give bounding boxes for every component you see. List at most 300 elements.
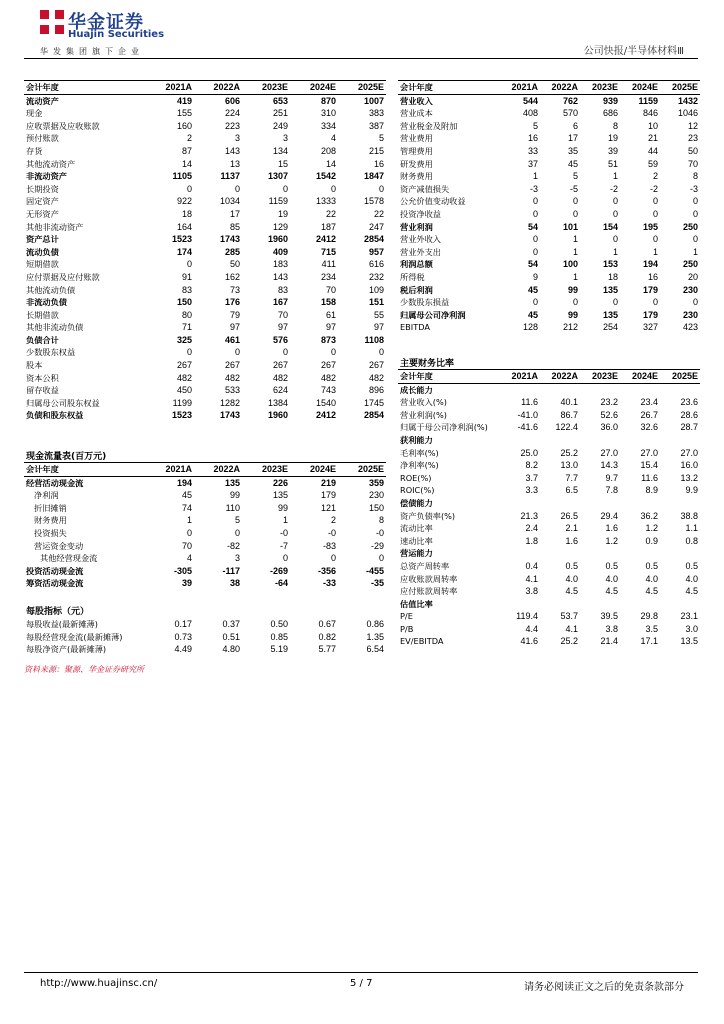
row-value: 223 (224, 120, 240, 131)
row-value: 0.86 (366, 619, 384, 629)
row-value: 13.0 (560, 460, 578, 471)
row-value: 0 (532, 208, 538, 219)
table-row (398, 447, 700, 460)
row-value: 334 (320, 120, 336, 131)
row-value: 762 (562, 95, 578, 106)
row-value: 129 (272, 221, 288, 232)
row-value: 482 (272, 372, 288, 383)
table-row (24, 309, 386, 322)
column-header-label: 会计年度 (24, 463, 146, 477)
column-header-year: 2023E (242, 81, 290, 95)
row-value: 0 (692, 234, 698, 245)
row-value (620, 547, 660, 560)
row-value: 194 (176, 477, 192, 488)
row-label: 毛利率(%) (400, 447, 439, 458)
row-label: 资产减值损失 (400, 183, 450, 194)
row-value: 97 (373, 322, 384, 333)
row-value: 1540 (315, 397, 336, 408)
table-row (398, 221, 700, 234)
row-value: 482 (368, 372, 384, 383)
row-label: 税后利润 (400, 284, 433, 295)
row-value: 16 (647, 271, 658, 282)
row-value: 359 (368, 477, 384, 488)
row-label: 营业利润(%) (400, 409, 447, 420)
header-divider (24, 58, 698, 59)
row-value: 8 (692, 171, 698, 182)
row-value: 1.1 (685, 523, 698, 534)
row-value: 40.1 (560, 397, 578, 408)
row-label: 其他流动资产 (26, 158, 76, 169)
row-value: 1108 (364, 334, 384, 345)
row-value: 59 (647, 158, 658, 169)
row-label: 无形资产 (26, 208, 59, 219)
row-value: 0 (652, 234, 658, 245)
row-value: 183 (272, 259, 288, 270)
row-value: 36.0 (600, 422, 618, 433)
row-value: 83 (181, 284, 192, 295)
row-value: 0 (378, 347, 384, 358)
row-value: 91 (181, 271, 192, 282)
row-value: 80 (181, 309, 192, 320)
row-value (540, 434, 580, 447)
row-value: 5 (532, 120, 538, 131)
row-value: 570 (562, 108, 578, 119)
row-value: 135 (224, 477, 240, 488)
row-label: 股本 (26, 360, 43, 371)
row-value: 0 (572, 297, 578, 308)
row-value: 143 (224, 145, 240, 156)
row-value: 21.3 (520, 510, 538, 521)
row-value: 423 (682, 322, 698, 333)
row-value: 179 (642, 309, 658, 320)
row-value: 0.5 (565, 560, 578, 571)
row-value: 8.9 (645, 485, 658, 496)
data-source-note: 资料来源：聚源、华金证券研究所 (24, 665, 144, 674)
table-row (24, 577, 386, 590)
row-value: 4.0 (605, 573, 618, 584)
row-value: 3.8 (525, 586, 538, 597)
row-value: 70 (325, 284, 336, 295)
table-row (398, 396, 700, 409)
row-value (620, 497, 660, 510)
row-value: 0.37 (222, 619, 240, 629)
row-label: 存货 (26, 145, 43, 156)
row-value: 23.1 (680, 611, 698, 622)
logo-chinese-name: 华金证券 (68, 12, 144, 33)
row-value: 1.8 (525, 535, 538, 546)
row-value: 44 (647, 145, 658, 156)
row-value: 1 (532, 171, 538, 182)
column-header-year: 2022A (540, 370, 580, 384)
row-value (580, 497, 620, 510)
row-value: 71 (181, 322, 192, 333)
table-row (24, 489, 386, 502)
row-label: 营运能力 (400, 548, 433, 559)
row-value: 873 (320, 334, 336, 345)
row-value: 230 (682, 284, 698, 295)
row-value: -83 (322, 540, 336, 551)
row-value (580, 383, 620, 396)
row-value: 4 (330, 133, 336, 144)
row-value: 1542 (315, 171, 336, 182)
row-value: 23.4 (640, 397, 658, 408)
row-value: 100 (562, 259, 578, 270)
table-row (24, 334, 386, 347)
row-value: 0.9 (645, 535, 658, 546)
row-value: 0 (378, 183, 384, 194)
row-value: 10 (647, 120, 658, 131)
row-value: 5.19 (270, 644, 288, 655)
row-value: 6.5 (565, 485, 578, 496)
row-value: 55 (373, 309, 384, 320)
table-row (398, 610, 700, 623)
row-value: 1743 (219, 410, 240, 421)
row-value: 0 (532, 234, 538, 245)
row-value: 0.5 (645, 560, 658, 571)
row-value: 0.51 (222, 631, 240, 642)
row-value: 121 (320, 502, 336, 513)
row-value: 0 (612, 208, 618, 219)
table-row (398, 585, 700, 598)
row-value: 267 (224, 360, 240, 371)
row-value: 234 (320, 271, 336, 282)
row-value: 0 (572, 196, 578, 207)
row-value: 11.6 (521, 397, 538, 408)
row-value: 285 (224, 246, 240, 257)
table-row (398, 560, 700, 573)
row-label: 经营活动现金流 (26, 477, 84, 488)
row-value: 97 (325, 322, 336, 333)
row-value: 1745 (363, 397, 384, 408)
row-value: 0 (652, 196, 658, 207)
row-value: -5 (569, 183, 578, 194)
row-value: 52.6 (600, 409, 618, 420)
row-value: 2412 (315, 410, 336, 421)
row-value: 686 (602, 108, 618, 119)
row-value: 411 (321, 259, 336, 270)
row-value: 15.4 (640, 460, 658, 471)
row-label: 少数股东权益 (26, 347, 76, 358)
row-value: 3 (234, 553, 240, 564)
row-value: 250 (682, 259, 698, 270)
row-value: 150 (176, 297, 192, 308)
row-value: 1847 (363, 171, 384, 182)
row-value: 1.35 (366, 631, 384, 642)
table-row (24, 170, 386, 183)
table-row (24, 284, 386, 297)
row-label: 非流动负债 (26, 297, 67, 308)
row-label: 预付账款 (26, 133, 59, 144)
table-row (24, 397, 386, 410)
row-value: 99 (567, 309, 578, 320)
row-value (580, 434, 620, 447)
row-label: P/B (400, 623, 414, 634)
row-value: 0.50 (270, 619, 288, 629)
disclaimer-note: 请务必阅读正文之后的免责条款部分 (524, 982, 684, 993)
table-row (398, 258, 700, 271)
table-row (398, 472, 700, 485)
row-value: 419 (176, 95, 192, 106)
row-value: 0.5 (605, 560, 618, 571)
row-value: 5.77 (318, 644, 336, 655)
row-value: 0 (282, 553, 288, 564)
row-value: 1960 (267, 234, 288, 245)
footer-divider (24, 972, 698, 973)
row-label: 速动比率 (400, 535, 433, 546)
report-type: 公司快报/半导体材料Ⅲ (583, 46, 684, 57)
table-row (24, 107, 386, 120)
row-value: 1.2 (605, 535, 618, 546)
row-value: 4.5 (605, 586, 618, 597)
row-label: 营业收入(%) (400, 397, 447, 408)
row-value: 5 (234, 515, 240, 526)
row-value: 41.6 (520, 636, 538, 647)
table-row (398, 208, 700, 221)
table-row (24, 527, 386, 540)
row-value: 33 (527, 145, 538, 156)
row-label: 归属母公司净利润 (400, 309, 466, 320)
row-value: 1 (186, 515, 192, 526)
row-value: 1.6 (605, 523, 618, 534)
row-value: 743 (320, 385, 336, 396)
row-value: 162 (224, 271, 240, 282)
row-value: 50 (687, 145, 698, 156)
row-value: 45 (527, 284, 538, 295)
row-value: 1 (692, 246, 698, 257)
row-value: 22 (373, 208, 384, 219)
row-value: 4.80 (222, 644, 240, 655)
website-link[interactable]: http://www.huajinsc.cn/ (40, 978, 158, 989)
row-value: 109 (368, 284, 384, 295)
cash-flow-title: 现金流量表(百万元) (26, 452, 107, 462)
row-value: 97 (277, 322, 288, 333)
row-value: 310 (320, 108, 336, 119)
row-value: 13 (229, 158, 240, 169)
row-value: 1 (572, 234, 578, 245)
row-value: 14 (325, 158, 336, 169)
row-value: 8.2 (525, 460, 538, 471)
row-value: 17 (229, 208, 240, 219)
row-value: 45 (527, 309, 538, 320)
row-value: 35 (567, 145, 578, 156)
row-value: 0 (532, 246, 538, 257)
row-value: 0.85 (270, 631, 288, 642)
row-label: 负债合计 (26, 334, 59, 345)
row-value: 1384 (267, 397, 288, 408)
column-header-year: 2025E (338, 463, 386, 477)
table-row (398, 321, 700, 334)
row-value: 715 (320, 246, 336, 257)
row-label: 负债和股东权益 (26, 410, 84, 421)
row-value (540, 383, 580, 396)
row-value (540, 547, 580, 560)
row-label: 流动资产 (26, 95, 59, 106)
row-value: 0 (282, 347, 288, 358)
column-header-year: 2021A (146, 463, 194, 477)
row-label: 资产总计 (26, 234, 59, 245)
table-row (24, 132, 386, 145)
row-value: 29.8 (640, 611, 658, 622)
row-value: 247 (368, 221, 384, 232)
row-value: 3.7 (525, 472, 538, 483)
row-value: 2854 (363, 234, 384, 245)
table-row (24, 195, 386, 208)
row-value: 0 (378, 553, 384, 564)
per-share-title: 每股指标（元） (26, 607, 90, 617)
row-value: 230 (682, 309, 698, 320)
row-value: 4 (186, 553, 192, 564)
row-value: 624 (272, 385, 288, 396)
row-value: 0 (652, 297, 658, 308)
row-value (580, 598, 620, 611)
row-value: 158 (320, 297, 336, 308)
logo-slogan: 华发集团旗下企业 (40, 47, 144, 56)
row-label: 财务费用 (400, 171, 433, 182)
row-label: 每股收益(最新摊薄) (26, 619, 98, 629)
row-value: 128 (522, 322, 538, 333)
row-label: 营业利润 (400, 221, 433, 232)
column-header-year: 2025E (660, 81, 700, 95)
row-value (620, 434, 660, 447)
table-row (24, 208, 386, 221)
row-value: 26.7 (640, 409, 658, 420)
row-value: 3 (282, 133, 288, 144)
row-label: 管理费用 (400, 145, 433, 156)
row-value: 482 (224, 372, 240, 383)
row-value: 110 (225, 502, 240, 513)
row-value: 2412 (315, 234, 336, 245)
row-label: 归属于母公司净利润(%) (400, 422, 488, 433)
row-value: 16.0 (680, 460, 698, 471)
row-value (540, 598, 580, 611)
cash-flow-table (24, 462, 386, 590)
row-value: 3.5 (645, 623, 658, 634)
table-row (398, 145, 700, 158)
row-value: 616 (368, 259, 384, 270)
row-value (620, 383, 660, 396)
row-value: -117 (222, 565, 240, 576)
table-row (24, 552, 386, 565)
row-value: 150 (368, 502, 384, 513)
row-value: 870 (320, 95, 336, 106)
row-value: 1 (612, 171, 618, 182)
table-row (24, 372, 386, 385)
row-value: -3 (529, 183, 538, 194)
row-value: 12 (687, 120, 698, 131)
row-value: 267 (176, 360, 192, 371)
row-value: 27.0 (600, 447, 618, 458)
row-value: 87 (181, 145, 192, 156)
row-value (620, 598, 660, 611)
row-value: 576 (272, 334, 288, 345)
row-value: -2 (649, 183, 658, 194)
row-value: 6.54 (366, 644, 384, 655)
row-value (660, 598, 700, 611)
row-value: 16 (527, 133, 538, 144)
row-value: 0 (612, 234, 618, 245)
row-value: 151 (368, 297, 384, 308)
row-value: 9.9 (685, 485, 698, 496)
row-value: 3.0 (685, 623, 698, 634)
row-value: 267 (320, 360, 336, 371)
row-value: 54 (527, 221, 538, 232)
row-label: 营运资金变动 (34, 540, 84, 551)
row-value: -64 (274, 578, 288, 589)
row-value: 86.7 (560, 409, 578, 420)
row-value: 3.8 (605, 623, 618, 634)
row-value: 846 (642, 108, 658, 119)
per-share-table (24, 618, 386, 656)
row-label: 估值比率 (400, 598, 433, 609)
row-label: 成长能力 (400, 384, 433, 395)
table-row (24, 120, 386, 133)
row-value: 135 (602, 309, 618, 320)
row-value: 1137 (220, 171, 240, 182)
row-value: -41.0 (517, 409, 538, 420)
row-label: 财务费用 (34, 515, 67, 526)
row-label: 总资产周转率 (400, 560, 450, 571)
row-value: 179 (320, 490, 336, 501)
row-value: 13.2 (680, 472, 698, 483)
row-label: 筹资活动现金流 (26, 578, 84, 589)
row-value: 99 (229, 490, 240, 501)
row-value (500, 547, 540, 560)
table-row (398, 535, 700, 548)
row-label: 营业税金及附加 (400, 120, 458, 131)
column-header-label: 会计年度 (398, 370, 500, 384)
row-value (500, 598, 540, 611)
row-value: 8 (378, 515, 384, 526)
row-value: 20 (687, 271, 698, 282)
table-row (398, 233, 700, 246)
row-value: 21 (647, 133, 658, 144)
row-value: 0.8 (685, 535, 698, 546)
row-value: -356 (317, 565, 336, 576)
column-header-year: 2022A (540, 81, 580, 95)
row-label: 短期借款 (26, 259, 59, 270)
column-header-year: 2023E (242, 463, 290, 477)
table-row (398, 623, 700, 636)
table-row (398, 170, 700, 183)
table-row (398, 510, 700, 523)
row-value: 45 (181, 490, 192, 501)
row-value: 0 (234, 527, 240, 538)
row-label: 所得税 (400, 271, 425, 282)
row-value: 70 (687, 158, 698, 169)
row-value: 0 (186, 259, 192, 270)
row-value: 28.6 (680, 409, 698, 420)
table-section-row (398, 598, 700, 611)
row-value: 134 (272, 145, 288, 156)
row-value: 143 (272, 271, 288, 282)
row-value: 1105 (172, 171, 192, 182)
row-value: 4.1 (525, 573, 538, 584)
row-value: 0 (572, 208, 578, 219)
row-label: 每股净资产(最新摊薄) (26, 644, 107, 655)
row-value: 387 (368, 120, 384, 131)
row-value: 922 (176, 196, 192, 207)
row-value: -0 (375, 527, 384, 538)
row-value: 25.2 (560, 636, 578, 647)
row-value: 194 (642, 259, 658, 270)
row-value (660, 434, 700, 447)
row-value: 27.0 (680, 447, 698, 458)
table-row (24, 476, 386, 489)
row-value: 1307 (267, 171, 288, 182)
row-label: EV/EBITDA (400, 636, 444, 647)
row-value: 1523 (171, 234, 192, 245)
row-value: 212 (562, 322, 578, 333)
